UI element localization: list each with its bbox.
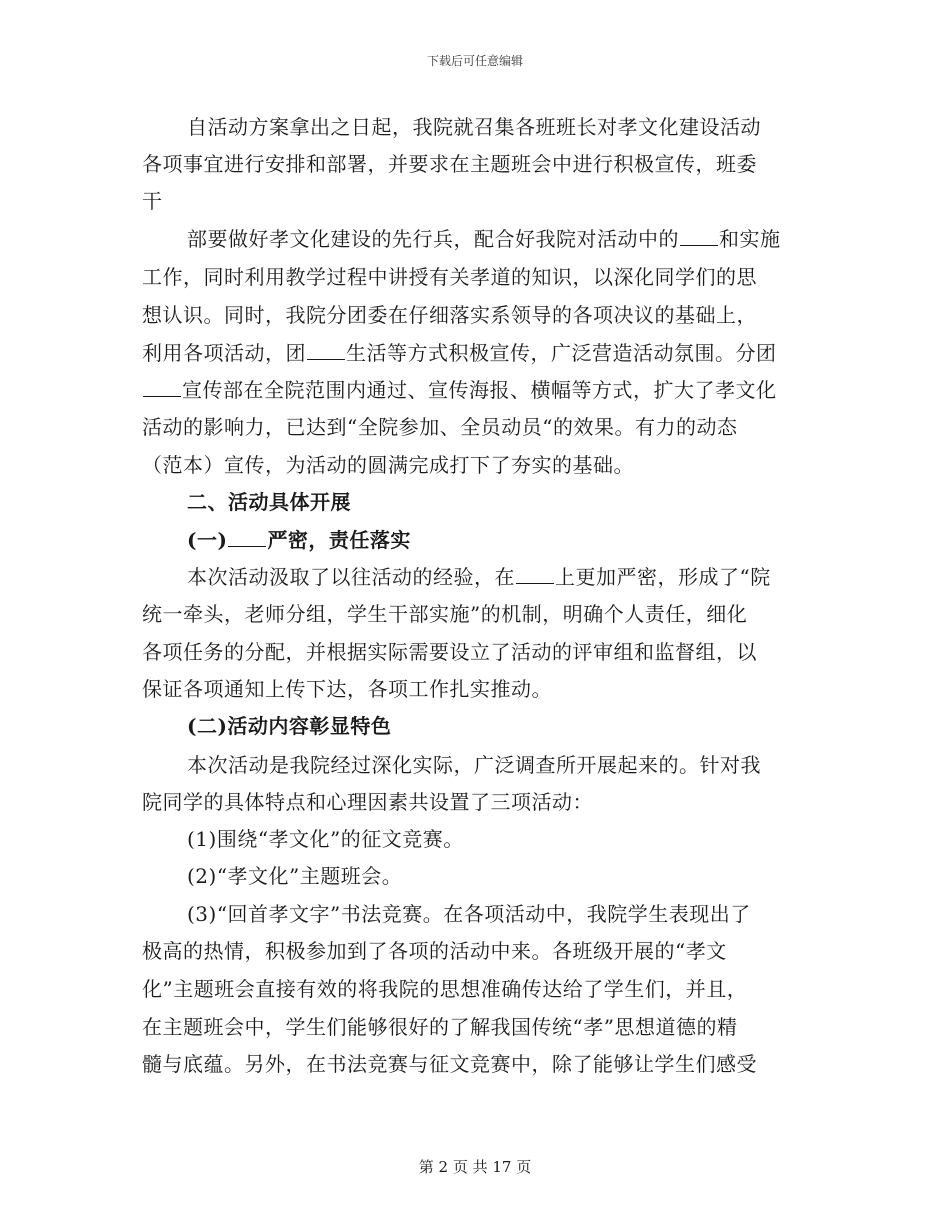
- paragraph-line: [142, 302, 812, 328]
- text-segment: 想认识。同时，我院分团委在仔细落实系领导的各项决议的基础上，: [142, 303, 757, 327]
- text-segment: 极高的热情，积极参加到了各项的活动中来。各班级开展的“孝文: [142, 939, 727, 963]
- paragraph-line: [142, 938, 812, 964]
- text-segment: (一): [187, 528, 228, 552]
- page-header-note: 下载后可任意编辑: [426, 54, 523, 68]
- paragraph-line: [187, 826, 857, 852]
- text-segment: 活动的影响力，已达到“全院参加、全员动员“的效果。有力的动态: [142, 415, 738, 439]
- paragraph-line: [187, 752, 857, 778]
- text-segment: 工作，同时利用教学过程中讲授有关孝道的知识，以深化同学们的思: [142, 265, 757, 289]
- section-heading: [187, 713, 857, 739]
- text-segment: (二)活动内容彰显特色: [187, 714, 392, 738]
- text-segment: 严密，责任落实: [267, 528, 411, 552]
- section-heading: [187, 527, 857, 553]
- paragraph-line: [142, 1014, 812, 1040]
- paragraph-line: [142, 789, 812, 815]
- text-segment: 二、活动具体开展: [187, 490, 351, 514]
- text-segment: 生活等方式积极宣传，广泛营造活动氛围。分团: [346, 341, 777, 365]
- text-segment: 在主题班会中，学生们能够很好的了解我国传统“孝”思想道德的精: [142, 1015, 738, 1039]
- paragraph-line: [142, 1051, 812, 1077]
- text-segment: 各项事宜进行安排和部署，并要求在主题班会中进行积极宣传，班委: [142, 152, 757, 176]
- paragraph-line: [142, 452, 812, 478]
- text-segment: (3)“回首孝文字”书法竞赛。在各项活动中，我院学生表现出了: [187, 902, 751, 926]
- text-segment: 和实施: [719, 227, 781, 251]
- text-segment: 统一牵头，老师分组，学生干部实施”的机制，明确个人责任，细化: [142, 602, 748, 626]
- text-segment: 本次活动是我院经过深化实际，广泛调查所开展起来的。针对我: [187, 753, 761, 777]
- text-segment: 干: [142, 189, 163, 213]
- paragraph-line: [142, 264, 812, 290]
- text-segment: 髓与底蕴。另外，在书法竞赛与征文竞赛中，除了能够让学生们感受: [142, 1052, 757, 1076]
- fill-in-blank: [680, 227, 718, 246]
- fill-in-blank: [516, 565, 554, 584]
- paragraph-line: [142, 414, 812, 440]
- text-segment: 本次活动汲取了以往活动的经验，在: [187, 565, 515, 589]
- text-segment: (2)“孝文化”主题班会。: [187, 864, 403, 888]
- paragraph-line: [142, 676, 812, 702]
- text-segment: 宣传部在全院范围内通过、宣传海报、横幅等方式，扩大了孝文化: [182, 378, 777, 402]
- text-segment: (1)围绕“孝文化”的征文竞赛。: [187, 827, 464, 851]
- text-segment: 院同学的具体特点和心理因素共设置了三项活动：: [142, 790, 593, 814]
- text-segment: 自活动方案拿出之日起，我院就召集各班班长对孝文化建设活动: [187, 115, 761, 139]
- fill-in-blank: [143, 378, 181, 397]
- paragraph-line: [187, 226, 857, 252]
- text-segment: 各项任务的分配，并根据实际需要设立了活动的评审组和监督组，以: [142, 640, 757, 664]
- text-segment: 化”主题班会直接有效的将我院的思想准确传达给了学生们，并且，: [142, 977, 748, 1001]
- paragraph-line: [187, 114, 857, 140]
- paragraph-line: [142, 976, 812, 1002]
- text-segment: 上更加严密，形成了“院: [555, 565, 771, 589]
- text-segment: 部要做好孝文化建设的先行兵，配合好我院对活动中的: [187, 227, 679, 251]
- paragraph-line: [142, 151, 812, 177]
- section-heading: [187, 489, 857, 515]
- paragraph-line: [187, 564, 857, 590]
- page-number: 第 2 页 共 17 页: [418, 1158, 532, 1176]
- paragraph-line: [187, 901, 857, 927]
- fill-in-blank: [307, 341, 345, 360]
- paragraph-line: [142, 340, 812, 366]
- text-segment: （范本）宣传，为活动的圆满完成打下了夯实的基础。: [142, 453, 634, 477]
- text-segment: 保证各项通知上传下达，各项工作扎实推动。: [142, 677, 552, 701]
- paragraph-line: [142, 188, 812, 214]
- paragraph-line: [142, 377, 812, 403]
- paragraph-line: [187, 863, 857, 889]
- fill-in-blank: [228, 528, 266, 547]
- text-segment: 利用各项活动，团: [142, 341, 306, 365]
- paragraph-line: [142, 601, 812, 627]
- paragraph-line: [142, 639, 812, 665]
